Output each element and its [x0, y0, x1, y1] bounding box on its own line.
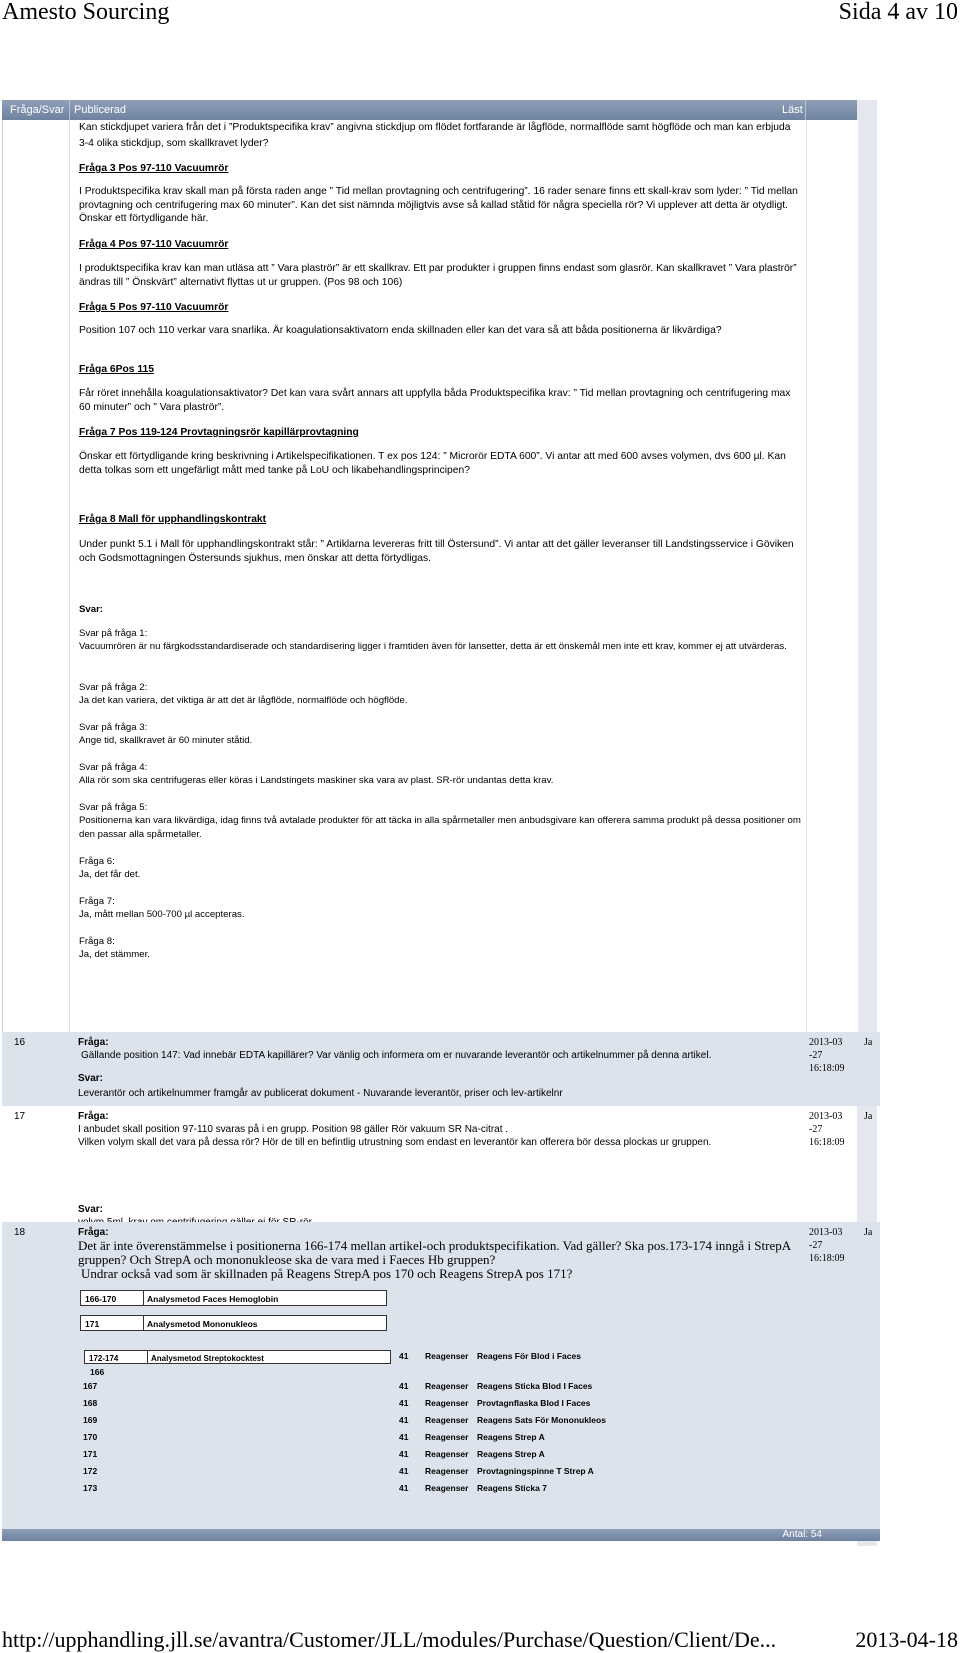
answer-text: Ja det kan variera, det viktiga är att det är lågflöde, normalflöde och högflöde.: [79, 695, 408, 706]
read-status: Ja: [864, 1227, 873, 1238]
question-heading: Fråga 3 Pos 97-110 Vacuumrör: [79, 163, 229, 174]
question-label: Fråga:: [78, 1111, 109, 1122]
print-header: [0, 0, 960, 26]
table-footer: [2, 1529, 880, 1541]
question-heading: Fråga 5 Pos 97-110 Vacuumrör: [79, 302, 229, 313]
answer-heading: Fråga 8:: [79, 936, 115, 947]
question-text: Det är inte överenstämmelse i positionerna 166-174 mellan artikel-och produktspecifikation. Vad gäller? Ska pos.173-174 inngå i StrepA gruppen? Och StrepA och mononukleose ska de vara med i Faeces Hb gruppen?: [78, 1238, 791, 1267]
answer-heading: Svar på fråga 3:: [79, 722, 148, 733]
group-box: 171 Analysmetod Mononukleos: [80, 1315, 387, 1331]
question-heading: Fråga 4 Pos 97-110 Vacuumrör: [79, 239, 229, 250]
row-number: 17: [14, 1111, 26, 1122]
question-heading: Fråga 6Pos 115: [79, 364, 154, 375]
row-body: [78, 1036, 793, 1100]
answer-heading: Fråga 6:: [79, 856, 115, 867]
published-date: 2013-03 -27 16:18:09: [809, 1037, 845, 1074]
answer-label: Svar:: [78, 1073, 104, 1084]
app-title: Amesto Sourcing: [2, 0, 170, 25]
read-status: Ja: [864, 1111, 873, 1122]
row-body: [78, 1226, 793, 1281]
question-label: Fråga:: [78, 1037, 109, 1048]
table-row-17: [2, 1106, 880, 1222]
list-item: 166: [90, 1367, 105, 1377]
table-row-15: [2, 120, 858, 1038]
print-date: 2013-04-18: [855, 1627, 958, 1652]
row-number: 16: [14, 1037, 26, 1048]
question-paragraph: Önskar ett förtydligande kring beskrivning i Artikelspecifikationen. T ex pos 124: ” Microrör EDTA 600”. Vi antar att med 600 avses volymen, dvs 600 µl. Kan detta tolkas som ett ungefärligt mått med tanke på LoU och likabehandlingsprincipen?: [79, 451, 786, 476]
answer-heading: Svar på fråga 5:: [79, 802, 148, 813]
question-text: Gällande position 147: Vad innebär EDTA kapillärer? Var vänlig och informera om er nuvarande leverantör och artikelnummer på denna artikel.: [81, 1050, 712, 1061]
table-row-18: 18 Fråga: Det är inte överenstämmelse i positionerna 166-174 mellan artikel-och produktspecifikation. Vad gäller? Ska pos.173-174 inngå i StrepA gruppen? Och StrepA och mononukleose ska de vara med i Faeces Hb gruppen? Undrar också vad som är skillnaden på Reagens StrepA pos 170 och Reagens StrepA pos 171? 2013-03 -27 16:18:09 Ja 166-170 Analysmetod Faces Hemoglobin 171 Analysmetod Mononukleos 172-174 Analysmetod Streptokocktest 41 Reagenser Reagens För Blod i Faces 166 167 41 Reagenser Reagens Sticka Blod I Faces 168 41 Reagenser Provtagnflaska Blod I Faces 169 41 Reagenser Reagens Sats För Mononukleos 170 41 Reagenser Reagens Strep A 171 41 Reagenser Reagens Strep A 172 41 Reagenser Provtagningspinne T Strep A 173 41 Reagenser Reagens Sticka 7: [2, 1222, 880, 1536]
answer-heading: Svar på fråga 2:: [79, 682, 148, 693]
question-paragraph: Under punkt 5.1 i Mall för upphandlingskontrakt står: ” Artiklarna levereras fritt till Östersund”. Vi antar att det gäller leveranser till Landstingsservice i Göviken och Godsmottagningen Östersunds sjukhus, men önskar att detta förtydligas.: [79, 539, 794, 564]
answer-label: Svar:: [78, 1204, 104, 1215]
question-paragraph: Kan stickdjupet variera från det i ”Produktspecifika krav” angivna stickdjup om flödet fortfarande är lågflöde, normalflöde samt högflöde och man kan erbjuda 3-4 olika stickdjup, som skallkravet lyder?: [79, 122, 791, 149]
answer-heading: Svar på fråga 1:: [79, 628, 148, 639]
table-row-16: [2, 1032, 880, 1106]
group-box: 172-174 Analysmetod Streptokocktest: [84, 1350, 391, 1364]
row-number: 18: [14, 1227, 26, 1238]
question-paragraph: Position 107 och 110 verkar vara snarlika. Är koagulationsaktivatorn enda skillnaden eller kan det vara så att båda positionerna är likvärdiga?: [79, 325, 722, 336]
published-date: 2013-03 -27 16:18:09: [809, 1227, 845, 1264]
answer-text: Ja, mått mellan 500-700 µl accepteras.: [79, 909, 245, 920]
question-paragraph: I Produktspecifika krav skall man på första raden ange ” Tid mellan provtagning och centrifugering”. 16 rader senare finns ett skall-krav som lyder: ” Tid mellan provtagning och centrifugering max 60 minuter”. Kan det sist nämnda möjligtvis avse så kallad ståtid för några speciella rör? Vi upplever att detta är otydligt. Önskar ett förtydligande här.: [79, 186, 798, 224]
answer-text: Ja, det får det.: [79, 869, 141, 880]
answer-heading: Svar på fråga 4:: [79, 762, 148, 773]
question-paragraph: I produktspecifika krav kan man utläsa att ” Vara plaströr” är ett skallkrav. Ett par produkter i gruppen finns endast som glasrör. Kan skallkravet ” Vara plaströr” ändras till ” Önskvärt” alternativt flyttas ut ur gruppen. (Pos 98 och 106): [79, 263, 797, 288]
page-url: http://upphandling.jll.se/avantra/Customer/JLL/modules/Purchase/Question/Client/De...: [2, 1627, 777, 1652]
answer-text: Vacuumrören är nu färgkodsstandardiserade och standardisering ligger i framtiden även för lansetter, detta är ett önskemål men inte ett krav, kommer ej att utvärderas.: [79, 641, 787, 652]
question-text: Undrar också vad som är skillnaden på Reagens StrepA pos 170 och Reagens StrepA pos 171?: [81, 1266, 573, 1281]
answer-text: Alla rör som ska centrifugeras eller köras i Landstingets maskiner ska vara av plast. SR-rör undantas detta krav.: [79, 775, 554, 786]
question-heading: Fråga 7 Pos 119-124 Provtagningsrör kapillärprovtagning: [79, 427, 359, 438]
row-body: [78, 1110, 793, 1229]
answer-text: Leverantör och artikelnummer framgår av publicerat dokument - Nuvarande leverantör, priser och lev-artikelnr: [78, 1088, 563, 1099]
group-box: 166-170 Analysmetod Faces Hemoglobin: [80, 1290, 387, 1306]
question-text: Vilken volym skall det vara på dessa rör? Hör de till en befintlig utrustning som endast en leverantör kan offerera bör dessa plockas ur gruppen.: [78, 1137, 712, 1148]
col-header-qa[interactable]: Fråga/Svar: [10, 104, 65, 116]
answer-label: Svar:: [79, 604, 103, 615]
col-header-published[interactable]: Publicerad: [74, 104, 126, 116]
print-footer: [0, 1627, 960, 1653]
question-text: I anbudet skall position 97-110 svaras på i en grupp. Position 98 gäller Rör vakuum SR Na-citrat .: [78, 1124, 509, 1135]
question-heading: Fråga 8 Mall för upphandlingskontrakt: [79, 514, 267, 525]
qa-table: [2, 100, 880, 1546]
col-header-read[interactable]: Läst: [782, 104, 803, 116]
published-date: 2013-03 -27 16:18:09: [809, 1111, 845, 1148]
question-label: Fråga:: [78, 1227, 109, 1238]
answer-text: Ange tid, skallkravet är 60 minuter ståtid.: [79, 735, 253, 746]
answer-heading: Fråga 7:: [79, 896, 115, 907]
record-count: Antal: 54: [782, 1529, 822, 1540]
table-header: [2, 100, 857, 120]
answer-text: Positionerna kan vara likvärdiga, idag finns två avtalade produkter för att täcka in alla spårmetaller men anbudsgivare kan offerera samma produkt på dessa positioner om den passar alla spårmetaller.: [79, 815, 801, 840]
answer-text: Ja, det stämmer.: [79, 949, 150, 960]
question-paragraph: Får röret innehålla koagulationsaktivator? Det kan vara svårt annars att uppfylla båda Produktspecifika krav: ” Tid mellan provtagning och centrifugering max 60 minuter” och ” Vara plaströr”.: [79, 388, 791, 413]
read-status: Ja: [864, 1037, 873, 1048]
page-indicator: Sida 4 av 10: [838, 0, 958, 25]
